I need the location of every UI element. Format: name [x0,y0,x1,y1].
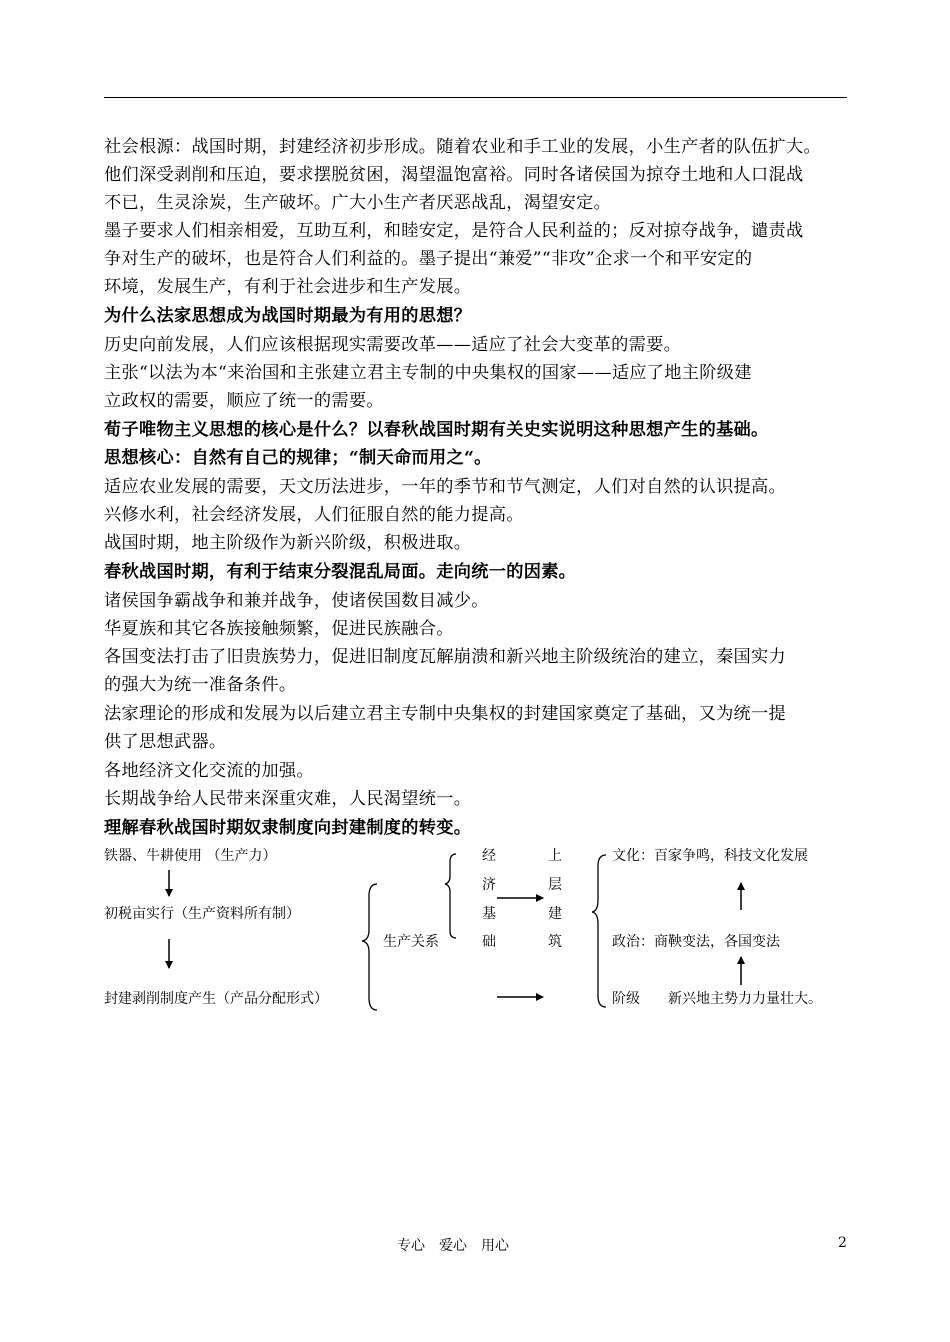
base-char: 础 [482,934,496,950]
brace-relations [362,884,377,1010]
footer-motto: 专心 爱心 用心 [397,1238,509,1254]
politics-label: 政治：商鞅变法，各国变法 [612,934,780,950]
paragraph-line: 不已，生灵涂炭，生产破坏。广大小生产者厌恶战乱，渴望安定。 [104,193,612,213]
paragraph-line: 诸侯国争霸战争和兼并战争，使诸侯国数目减少。 [104,591,489,611]
ownership-label: 初税亩实行（生产资料所有制） [104,906,300,922]
paragraph-line: 历史向前发展，人们应该根据现实需要改革——适应了社会大变革的需要。 [104,335,682,355]
superstructure-char: 层 [548,877,562,893]
brace-base [445,854,456,938]
paragraph-line: 立政权的需要，顺应了统一的需要。 [104,391,384,411]
superstructure-char: 上 [548,848,562,864]
class-label: 阶级 [612,991,640,1007]
paragraph-line: 供了思想武器。 [104,732,227,752]
distribution-label: 封建剥削制度产生（产品分配形式） [104,991,328,1007]
question-heading: 理解春秋战国时期奴隶制度向封建制度的转变。 [104,818,472,838]
base-char: 济 [482,877,496,893]
paragraph-line: 法家理论的形成和发展为以后建立君主专制中央集权的封建国家奠定了基础，又为统一提 [104,704,787,724]
class-text: 新兴地主势力力量壮大。 [668,991,822,1007]
base-char: 基 [482,906,496,922]
relations-label: 生产关系 [383,934,439,950]
base-char: 经 [482,848,496,864]
question-heading: 荀子唯物主义思想的核心是什么？以春秋战国时期有关史实说明这种思想产生的基础。 [104,420,769,440]
paragraph-line: 墨子要求人们相亲相爱，互助互利，和睦安定，是符合人民利益的；反对掠夺战争，谴责战 [104,221,804,241]
paragraph-line: 长期战争给人民带来深重灾难，人民渴望统一。 [104,789,472,809]
paragraph-line: 环境，发展生产，有利于社会进步和生产发展。 [104,277,472,297]
paragraph-line: 社会根源：战国时期，封建经济初步形成。随着农业和手工业的发展，小生产者的队伍扩大。 [104,137,821,157]
paragraph-line: 他们深受剥削和压迫，要求摆脱贫困，渴望温饱富裕。同时各诸侯国为掠夺土地和人口混战 [104,165,804,185]
paragraph-line: 华夏族和其它各族接触频繁，促进民族融合。 [104,619,454,639]
paragraph-line: 战国时期，地主阶级作为新兴阶级，积极进取。 [104,533,472,553]
question-heading: 为什么法家思想成为战国时期最为有用的思想？ [104,306,472,326]
paragraph-line: 适应农业发展的需要，天文历法进步，一年的季节和节气测定，人们对自然的认识提高。 [104,477,787,497]
superstructure-char: 筑 [548,934,562,950]
brace-superstructure [592,855,606,1007]
superstructure-char: 建 [548,906,562,922]
paragraph-line: 各地经济文化交流的加强。 [104,761,314,781]
paragraph-line: 主张“以法为本“来治国和主张建立君主专制的中央集权的国家——适应了地主阶级建 [104,363,752,383]
page-number: 2 [838,1235,847,1251]
paragraph-line: 兴修水利，社会经济发展，人们征服自然的能力提高。 [104,505,524,525]
answer-heading: 思想核心：自然有自己的规律；“制天命而用之“。 [104,448,492,468]
question-heading: 春秋战国时期，有利于结束分裂混乱局面。走向统一的因素。 [104,562,577,582]
paragraph-line: 各国变法打击了旧贵族势力，促进旧制度瓦解崩溃和新兴地主阶级统治的建立，秦国实力 [104,647,787,667]
productivity-label: 铁器、牛耕使用 （生产力） [104,848,277,864]
paragraph-line: 的强大为统一准备条件。 [104,675,297,695]
paragraph-line: 争对生产的破坏，也是符合人们利益的。墨子提出“兼爱”“非攻”企求一个和平安定的 [104,249,753,269]
culture-label: 文化：百家争鸣，科技文化发展 [612,848,808,864]
